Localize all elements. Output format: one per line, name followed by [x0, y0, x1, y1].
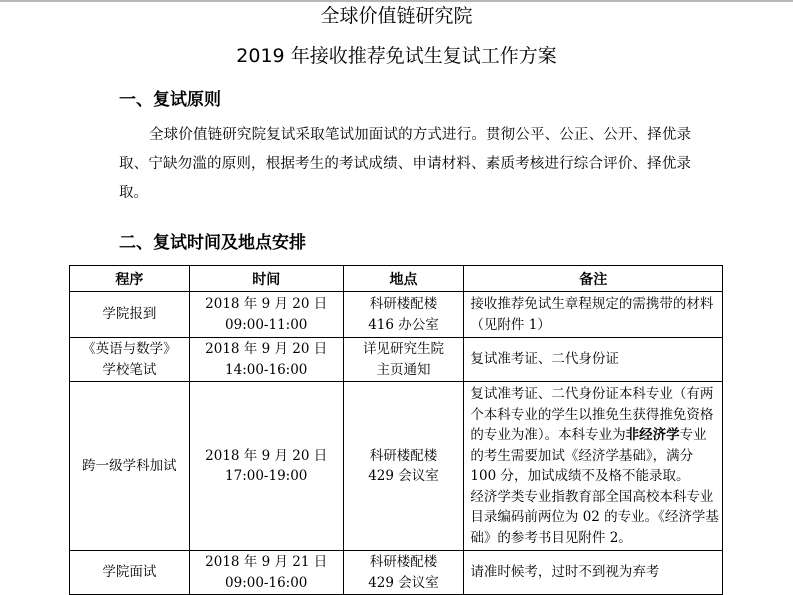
- procedure-line: 学校笔试: [102, 361, 157, 378]
- time-date: 2018 年 9 月 20 日: [205, 296, 328, 312]
- time-cell: [189, 382, 343, 551]
- time-cell: [189, 292, 343, 338]
- place-building: 科研楼配楼: [369, 554, 438, 570]
- note-cell: 请准时候考，过时不到视为弃考: [464, 551, 723, 595]
- time-cell: [189, 338, 343, 382]
- procedure-cell: [70, 338, 190, 382]
- time-range: 09:00-11:00: [225, 316, 308, 333]
- section1-paragraph: 全球价值链研究院复试采取笔试加面试的方式进行。贯彻公平、公正、公开、择优录取、宁缺勿滥的原则，根据考生的考试成绩、申请材料、素质考核进行综合评价、择优录取。: [119, 127, 691, 201]
- schedule-table: [69, 265, 723, 595]
- place-room: 416 办公室: [368, 316, 439, 333]
- document-subtitle: 2019 年接收推荐免试生复试工作方案: [236, 45, 557, 67]
- place-cell: [343, 292, 464, 338]
- procedure-cell: 学院面试: [70, 551, 190, 595]
- place-building: 科研楼配楼: [369, 447, 438, 464]
- time-range: 17:00-19:00: [225, 468, 308, 484]
- note-emphasis: 非经济学: [625, 427, 680, 443]
- place-room: 429 会议室: [368, 468, 439, 484]
- table-row: [70, 382, 723, 551]
- place-room: 429 会议室: [368, 574, 439, 591]
- place-building: 详见研究生院: [363, 341, 444, 357]
- place-cell: [343, 338, 464, 382]
- table-header-row: [70, 266, 723, 292]
- procedure-line: 《英语与数学》: [82, 341, 177, 357]
- note-text: 经济学类专业指教育部全国高校本科专业目录编码前两位为 02 的专业。《经济学基础》的参考书目见附件 2。: [470, 488, 719, 546]
- header-time: 时间: [189, 266, 343, 292]
- note-text: 复试准考证、二代身份证本科专业（有两个本科专业的学生以推免生获得推免资格的专业为准）。本科专业为: [470, 386, 714, 443]
- note-cell: 接收推荐免试生章程规定的需携带的材料（见附件 1）: [464, 292, 723, 338]
- header-place: 地点: [343, 266, 464, 292]
- top-divider: [0, 0, 793, 2]
- note-text: 专业的考生需要加试《经济学基础》，满分 100 分，加试成绩不及格不能录取。: [470, 427, 707, 484]
- place-room: 主页通知: [376, 361, 431, 378]
- place-building: 科研楼配楼: [369, 296, 438, 312]
- table-row: [70, 292, 723, 338]
- time-range: 14:00-16:00: [225, 361, 308, 378]
- time-date: 2018 年 9 月 20 日: [205, 447, 328, 464]
- section1-heading: 一、复试原则: [119, 90, 221, 110]
- time-range: 09:00-16:00: [225, 574, 308, 591]
- table-row: [70, 338, 723, 382]
- procedure-cell: 学院报到: [70, 292, 190, 338]
- document-title: 全球价值链研究院: [320, 5, 473, 27]
- header-note: 备注: [464, 266, 723, 292]
- note-cell: [464, 382, 723, 551]
- procedure-cell: 跨一级学科加试: [70, 382, 190, 551]
- time-date: 2018 年 9 月 20 日: [205, 341, 328, 357]
- section2-heading: 二、复试时间及地点安排: [119, 233, 306, 253]
- note-cell: 复试准考证、二代身份证: [464, 338, 723, 382]
- place-cell: [343, 382, 464, 551]
- time-date: 2018 年 9 月 21 日: [205, 554, 328, 570]
- header-procedure: 程序: [70, 266, 190, 292]
